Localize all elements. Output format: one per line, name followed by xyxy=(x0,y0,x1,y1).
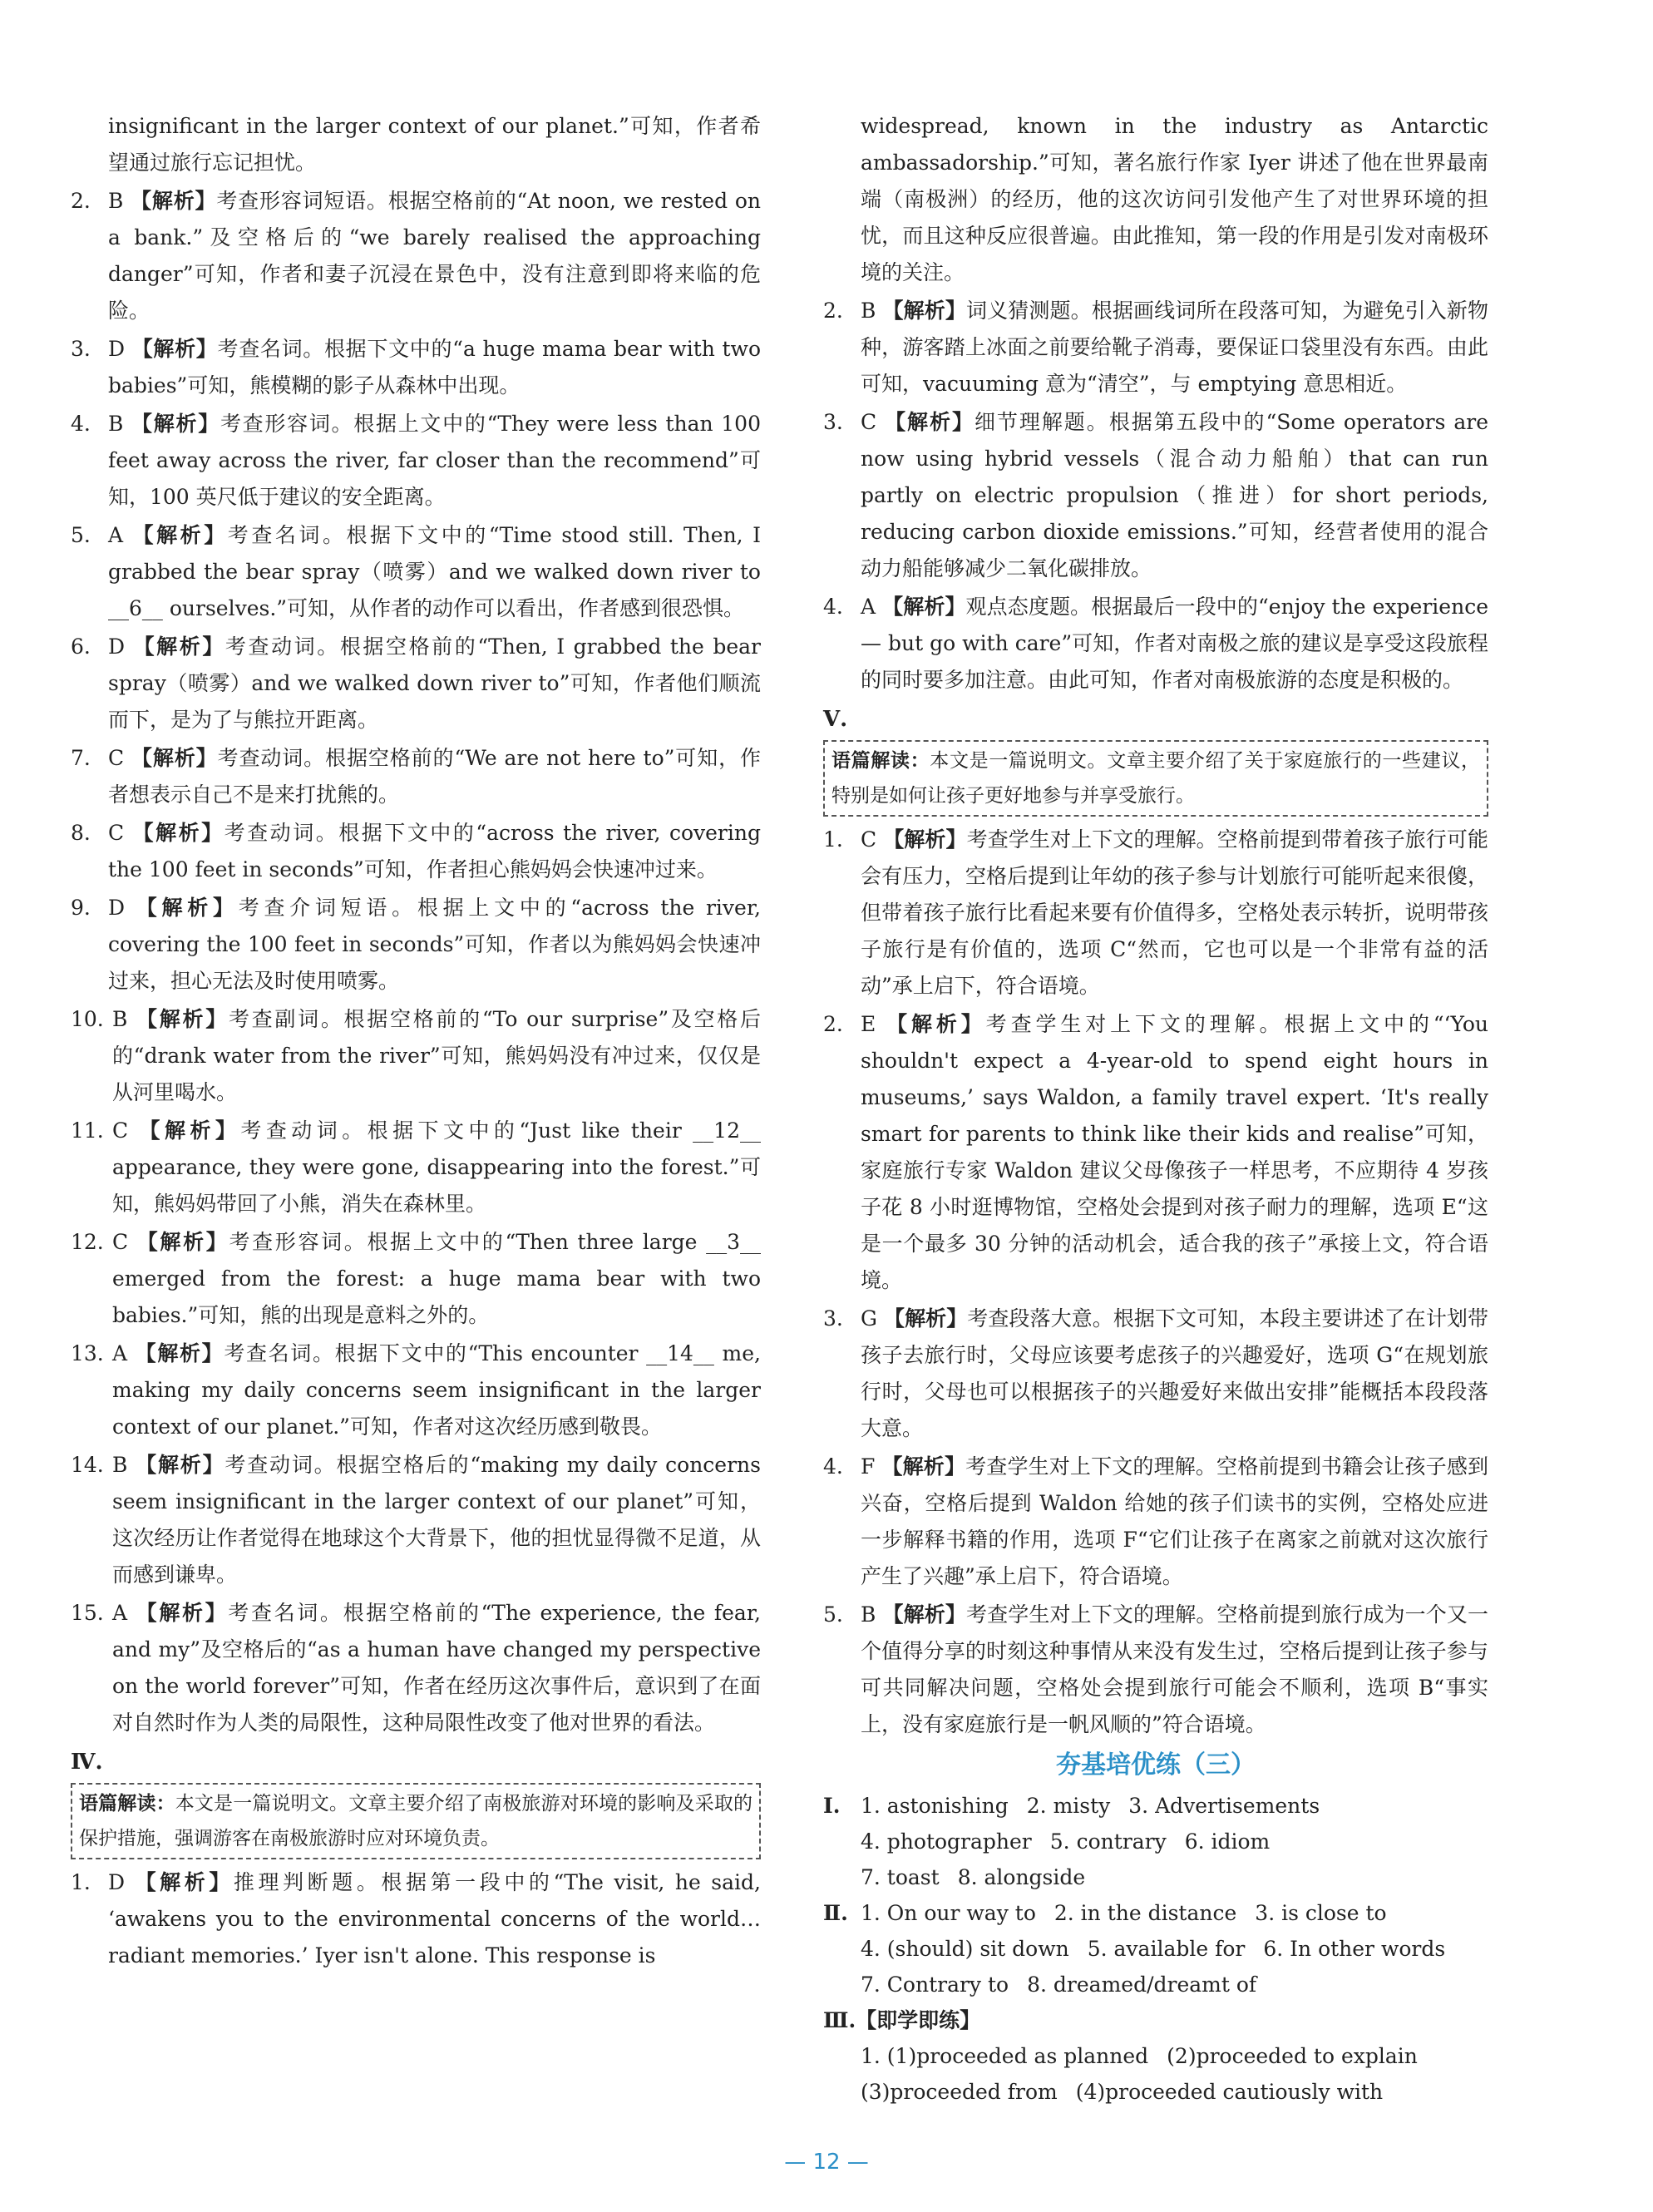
answer-item xyxy=(71,183,761,329)
answer-entry: 4. (should) sit down xyxy=(861,1937,1069,1961)
analysis-text: 考查名词。根据空格前的“The experience, the fear, and my”及空格后的“as a human have changed my perspective on the world forever”可知，作者在经历这次事件后，意识到了在面对自然时作为人类的局限性，这种局限性改变了他对世界的看法。 xyxy=(112,1601,761,1735)
reading-text: 本文是一篇说明文。文章主要介绍了关于家庭旅行的一些建议，特别是如何让孩子更好地参与并享受旅行。 xyxy=(831,750,1480,807)
answer-entry: 6. In other words xyxy=(1263,1937,1446,1961)
answer-letter: B xyxy=(108,412,124,436)
section-4-answer-list xyxy=(823,293,1488,699)
answer-lines xyxy=(823,2038,1488,2110)
reading-text: 本文是一篇说明文。文章主要介绍了南极旅游对环境的影响及采取的保护措施，强调游客在南极旅游时应对环境负责。 xyxy=(79,1793,753,1849)
analysis-text: 考查动词。根据空格前的“Then, I grabbed the bear spray（喷雾）and we walked down river to”可知，作者他们顺流而下，是为了与熊拉开距离。 xyxy=(108,634,761,732)
answer-entry: 7. toast xyxy=(861,1865,940,1889)
answer-entry: 4. photographer xyxy=(861,1829,1032,1854)
answer-line xyxy=(861,1967,1488,2002)
answer-item xyxy=(71,890,761,1000)
analysis-text: 词义猜测题。根据画线词所在段落可知，为避免引入新物种，游客踏上冰面之前要给靴子消毒，要保证口袋里没有东西。由此可知，vacuuming 意为“清空”，与 emptying 意思相近。 xyxy=(861,299,1488,396)
intro-continuation xyxy=(71,108,761,181)
reading-summary-4 xyxy=(71,1783,761,1859)
answer-lines xyxy=(861,1788,1488,1895)
analysis-text: 观点态度题。根据最后一段中的“enjoy the experience — but go with care”可知，作者对南极之旅的建议是享受这段旅程的同时要多加注意。由此可知，作者对南极旅游的态度是积极的。 xyxy=(861,595,1488,692)
analysis-text: 考查动词。根据空格前的“We are not here to”可知，作者想表示自己不是来打扰熊的。 xyxy=(108,746,761,807)
analysis-tag: 【解析】 xyxy=(883,827,967,852)
answer-letter: A xyxy=(861,595,876,619)
continuation-text: widespread, known in the industry as Antarctic ambassadorship.”可知，著名旅行作家 Iyer 讲述了他在世界最南端（南极洲）的经历，他的这次访问引发他产生了对世界环境的担忧，而且这种反应很普遍。由此推知，第一段的作用是引发对南极环境的关注。 xyxy=(861,114,1488,284)
answer-entry: 2. misty xyxy=(1026,1794,1111,1818)
answer-number: 8. xyxy=(71,821,91,845)
answer-letter: D xyxy=(108,634,126,659)
analysis-tag: 【解析】 xyxy=(882,299,966,323)
answer-letter: D xyxy=(108,896,126,920)
analysis-text: 考查动词。根据下文中的“across the river, covering the 100 feet in seconds”可知，作者担心熊妈妈会快速冲过来。 xyxy=(108,821,761,881)
analysis-tag: 【解析】 xyxy=(136,1601,229,1625)
answer-item xyxy=(823,1449,1488,1595)
answer-item xyxy=(823,822,1488,1005)
section-4-label: Ⅳ. xyxy=(71,1750,103,1775)
answer-item xyxy=(71,1336,761,1445)
analysis-tag: 【解析】 xyxy=(884,1306,968,1331)
answer-number: 4. xyxy=(823,1454,843,1479)
answer-letter: E xyxy=(861,1012,876,1036)
phrase-answers-2 xyxy=(823,1895,1488,2002)
answer-letter: B xyxy=(861,1602,876,1627)
analysis-text: 考查段落大意。根据下文可知，本段主要讲述了在计划带孩子去旅行时，父母应该要考虑孩子的兴趣爱好，选项 G“在规划旅行时，父母也可以根据孩子的兴趣爱好来做出安排”能概括本段段落大意。 xyxy=(861,1306,1488,1440)
answer-lines xyxy=(861,1895,1488,2002)
analysis-tag: 【解析】 xyxy=(886,1012,986,1036)
answer-item xyxy=(823,293,1488,402)
answer-line xyxy=(861,1859,1488,1895)
answer-letter: B xyxy=(861,299,876,323)
analysis-tag: 【解析】 xyxy=(136,1453,225,1477)
vocab-answers-1 xyxy=(823,1788,1488,1895)
answer-item xyxy=(823,1301,1488,1447)
answer-letter: A xyxy=(108,523,124,547)
answer-item xyxy=(71,740,761,813)
answer-number: 9. xyxy=(71,896,91,920)
analysis-tag: 【解析】 xyxy=(131,746,218,770)
answer-number: 5. xyxy=(71,523,91,547)
analysis-text: 细节理解题。根据第五段中的“Some operators are now using hybrid vessels（混合动力船舶）that can run partly on electric propulsion（推进）for short periods, reducing carbon dioxide emissions.”可知，经营者使用的混合动力船能够减少二氧化碳排放。 xyxy=(861,410,1488,580)
reading-label: 语篇解读： xyxy=(79,1793,175,1815)
answer-number: 3. xyxy=(823,410,843,434)
answer-number: 10. xyxy=(71,1007,104,1031)
analysis-text: 考查形容词。根据上文中的“They were less than 100 feet away across the river, far closer than the recommend”可知，100 英尺低于建议的安全距离。 xyxy=(108,412,761,509)
answer-item xyxy=(71,1864,761,1974)
answer-number: 11. xyxy=(71,1118,104,1143)
answer-entry: 5. contrary xyxy=(1049,1829,1167,1854)
answer-letter: C xyxy=(861,827,877,852)
answer-item xyxy=(71,1224,761,1334)
analysis-tag: 【解析】 xyxy=(882,1602,966,1627)
answer-line xyxy=(861,2038,1488,2074)
roman-label: Ⅱ. xyxy=(823,1901,848,1925)
answer-item xyxy=(71,1447,761,1593)
section-title: 夯基培优练（三） xyxy=(1056,1750,1256,1780)
left-answer-list xyxy=(71,183,761,1741)
answer-letter: G xyxy=(861,1306,877,1331)
answer-number: 2. xyxy=(823,1012,843,1036)
analysis-tag: 【解析】 xyxy=(882,595,966,619)
page-number: — 12 — xyxy=(784,2150,869,2175)
answer-item xyxy=(71,1001,761,1111)
answer-letter: C xyxy=(108,746,125,770)
intro-text: insignificant in the larger context of our planet.”可知，作者希望通过旅行忘记担忧。 xyxy=(108,114,761,175)
analysis-text: 考查形容词。根据上文中的“Then three large __3__ emerged from the forest: a huge mama bear with two babies.”可知，熊的出现是意料之外的。 xyxy=(112,1230,761,1327)
analysis-tag: 【解析】 xyxy=(136,1230,229,1254)
analysis-tag: 【解析】 xyxy=(131,412,220,436)
q1-continuation xyxy=(823,108,1488,291)
answer-letter: A xyxy=(112,1341,128,1365)
roman-label: Ⅲ.【即学即练】 xyxy=(823,2008,981,2032)
answer-number: 1. xyxy=(823,827,843,852)
answer-number: 1. xyxy=(71,1870,91,1894)
answer-item xyxy=(823,1597,1488,1743)
answer-entry: 3. is close to xyxy=(1255,1901,1387,1925)
analysis-tag: 【解析】 xyxy=(131,337,218,361)
analysis-text: 考查动词。根据空格后的“making my daily concerns seem insignificant in the larger context of our planet”可知，这次经历让作者觉得在地球这个大背景下，他的担忧显得微不足道，从而感到谦卑。 xyxy=(112,1453,761,1587)
section-5-label: Ⅴ. xyxy=(823,707,848,732)
analysis-text: 考查学生对上下文的理解。根据上文中的“‘You shouldn't expect a 4-year-old to spend eight hours in museums,’ says Waldon, a family travel expert. ‘It's really smart for parents to think like their kids and realise”可知，家庭旅行专家 Waldon 建议父母像孩子一样思考，不应期待 4 岁孩子花 8 小时逛博物馆，空格处会提到对孩子耐力的理解，选项 E“这是一个最多 30 分钟的活动机会，适合我的孩子”承接上文，符合语境。 xyxy=(861,1012,1488,1292)
answer-item xyxy=(71,406,761,516)
answer-entry: 1. On our way to xyxy=(861,1901,1036,1925)
answer-number: 12. xyxy=(71,1230,104,1254)
answer-entry: 8. dreamed/dreamt of xyxy=(1027,1973,1257,1997)
answer-entry: 3. Advertisements xyxy=(1128,1794,1320,1818)
answer-number: 3. xyxy=(823,1306,843,1331)
answer-item xyxy=(71,331,761,404)
answer-line xyxy=(861,2074,1488,2110)
reading-summary-5 xyxy=(823,740,1488,817)
answer-letter: D xyxy=(108,337,126,361)
answer-letter: C xyxy=(108,821,125,845)
analysis-tag: 【解析】 xyxy=(135,1870,234,1894)
analysis-tag: 【解析】 xyxy=(131,189,217,213)
answer-entry: 7. Contrary to xyxy=(861,1973,1009,1997)
analysis-tag: 【解析】 xyxy=(136,1007,229,1031)
answer-item xyxy=(71,629,761,738)
practice-answers-3 xyxy=(823,2002,1488,2110)
roman-label: Ⅰ. xyxy=(823,1794,841,1818)
answer-line xyxy=(861,1788,1488,1824)
analysis-tag: 【解析】 xyxy=(881,1454,966,1479)
analysis-text: 考查名词。根据下文中的“This encounter __14__ me, making my daily concerns seem insignificant in the larger context of our planet.”可知，作者对这次经历感到敬畏。 xyxy=(112,1341,761,1439)
answer-letter: B xyxy=(112,1007,128,1031)
answer-entry: 8. alongside xyxy=(957,1865,1086,1889)
analysis-tag: 【解析】 xyxy=(885,410,975,434)
answer-number: 6. xyxy=(71,634,91,659)
analysis-tag: 【解析】 xyxy=(132,821,225,845)
answer-number: 4. xyxy=(823,595,843,619)
analysis-text: 推理判断题。根据第一段中的“The visit, he said, ‘awakens you to the environmental concerns of the world… radiant memories.’ Iyer isn't alone. This response is xyxy=(108,1870,761,1968)
answer-letter: B xyxy=(112,1453,128,1477)
answer-line xyxy=(861,1931,1488,1967)
answer-item xyxy=(823,404,1488,587)
answer-entry: 1. astonishing xyxy=(861,1794,1009,1818)
answer-item xyxy=(823,589,1488,699)
answer-number: 2. xyxy=(823,299,843,323)
analysis-tag: 【解析】 xyxy=(132,523,228,547)
analysis-tag: 【解析】 xyxy=(136,896,239,920)
answer-item xyxy=(71,1595,761,1741)
answer-letter: A xyxy=(112,1601,128,1625)
analysis-text: 考查名词。根据下文中的“Time stood still. Then, I grabbed the bear spray（喷雾）and we walked down river to __6__ ourselves.”可知，从作者的动作可以看出，作者感到很恐惧。 xyxy=(108,523,761,620)
reading-label: 语篇解读： xyxy=(831,750,930,772)
analysis-text: 考查副词。根据空格前的“To our surprise”及空格后的“drank water from the river”可知，熊妈妈没有冲过来，仅仅是从河里喝水。 xyxy=(112,1007,761,1104)
analysis-text: 考查动词。根据下文中的“Just like their __12__ appearance, they were gone, disappearing into the forest.”可知，熊妈妈带回了小熊，消失在森林里。 xyxy=(112,1118,761,1216)
answer-item xyxy=(823,1006,1488,1299)
answer-letter: F xyxy=(861,1454,876,1479)
answer-entry: 6. idiom xyxy=(1184,1829,1271,1854)
answer-item xyxy=(71,1113,761,1222)
answer-item xyxy=(71,815,761,888)
analysis-text: 考查学生对上下文的理解。空格前提到旅行成为一个又一个值得分享的时刻这种事情从来没有发生过，空格后提到让孩子参与可共同解决问题，空格处会提到旅行可能会不顺利，选项 B“事实上，没有家庭旅行是一帆风顺的”符合语境。 xyxy=(861,1602,1488,1736)
answer-item xyxy=(71,517,761,627)
answer-letter: C xyxy=(112,1230,129,1254)
section-5-answer-list xyxy=(823,822,1488,1743)
answer-number: 4. xyxy=(71,412,91,436)
answer-number: 15. xyxy=(71,1601,104,1625)
analysis-tag: 【解析】 xyxy=(133,634,225,659)
answer-letter: B xyxy=(108,189,124,213)
analysis-text: 考查形容词短语。根据空格前的“At noon, we rested on a bank.”及空格后的“we barely realised the approaching danger”可知，作者和妻子沉浸在景色中，没有注意到即将来临的危险。 xyxy=(108,189,761,323)
analysis-tag: 【解析】 xyxy=(139,1118,241,1143)
analysis-text: 考查名词。根据下文中的“a huge mama bear with two babies”可知，熊模糊的影子从森林中出现。 xyxy=(108,337,761,397)
answer-number: 5. xyxy=(823,1602,843,1627)
answer-line xyxy=(861,1824,1488,1859)
answer-number: 3. xyxy=(71,337,91,361)
answer-number: 14. xyxy=(71,1453,104,1477)
answer-letter: C xyxy=(861,410,877,434)
analysis-text: 考查学生对上下文的理解。空格前提到书籍会让孩子感到兴奋，空格后提到 Waldon 给她的孩子们读书的实例，空格处应进一步解释书籍的作用，选项 F“它们让孩子在离家之前就对这次旅行产生了兴趣”承上启下，符合语境。 xyxy=(861,1454,1488,1588)
answer-line xyxy=(861,1895,1488,1931)
analysis-text: 考查介词短语。根据上文中的“across the river, covering the 100 feet in seconds”可知，作者以为熊妈妈会快速冲过来，担心无法及时使用喷雾。 xyxy=(108,896,761,993)
analysis-tag: 【解析】 xyxy=(135,1341,225,1365)
answer-letter: D xyxy=(108,1870,126,1894)
answer-entry: (2)proceeded to explain xyxy=(1167,2044,1418,2068)
answer-number: 7. xyxy=(71,746,91,770)
answer-entry: 5. available for xyxy=(1087,1937,1246,1961)
left-column xyxy=(71,108,761,1976)
answer-letter: C xyxy=(112,1118,129,1143)
answer-entry: (3)proceeded from xyxy=(861,2080,1058,2104)
answer-entry: (4)proceeded cautiously with xyxy=(1075,2080,1384,2104)
analysis-text: 考查学生对上下文的理解。空格前提到带着孩子旅行可能会有压力，空格后提到让年幼的孩子参与计划旅行可能听起来很傻，但带着孩子旅行比看起来要有价值得多，空格处表示转折，说明带孩子旅行是有价值的，选项 C“然而，它也可以是一个非常有益的活动”承上启下，符合语境。 xyxy=(861,827,1488,998)
answer-entry: 2. in the distance xyxy=(1053,1901,1237,1925)
answer-number: 13. xyxy=(71,1341,104,1365)
answer-number: 2. xyxy=(71,189,91,213)
right-column xyxy=(823,108,1488,2110)
answer-entry: 1. (1)proceeded as planned xyxy=(861,2044,1149,2068)
